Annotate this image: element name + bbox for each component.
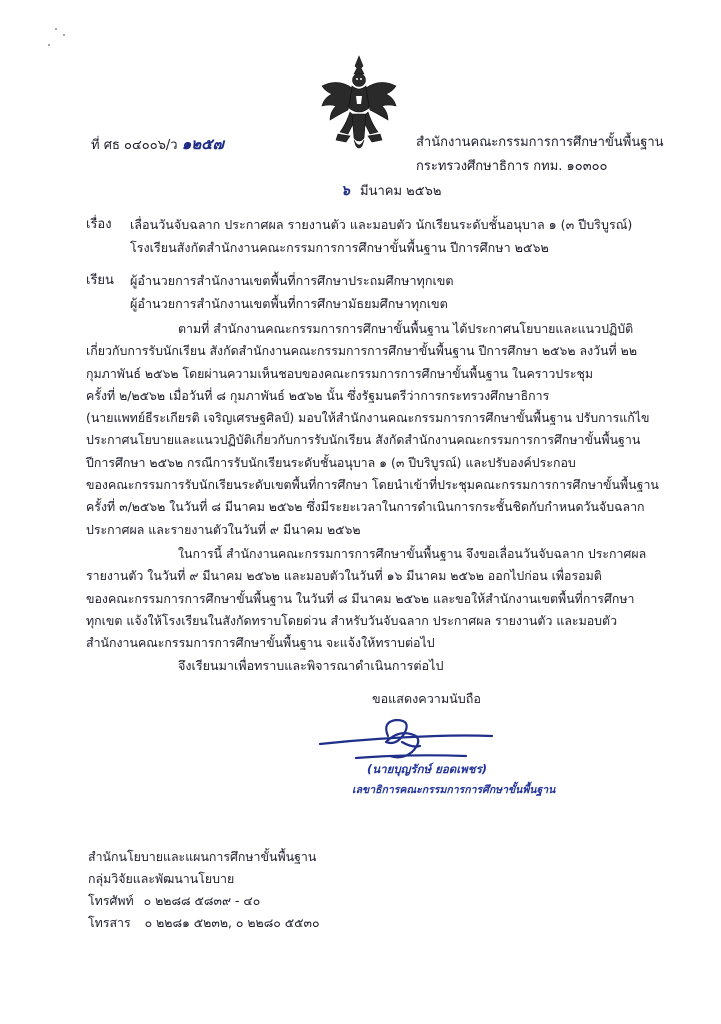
paragraph-line: ตามที่ สำนักงานคณะกรรมการการศึกษาขั้นพื้นฐาน ได้ประกาศนโยบายและแนวปฏิบัติ [178,321,634,336]
paragraph-line: ของคณะกรรมการการศึกษาขั้นพื้นฐาน ในวันที่ ๘ มีนาคม ๒๕๖๒ และขอให้สำนักงานเขตพื้นที่การศึกษา [86,590,635,606]
signer-name: (นายบุญรักษ์ ยอดเพชร) [367,762,487,776]
fax-number: ๐ ๒๒๘๑ ๕๒๓๒, ๐ ๒๒๘๐ ๕๕๓๐ [144,915,320,930]
paragraph-line: ประกาศนโยบายและแนวปฏิบัติเกี่ยวกับการรับนักเรียน สังกัดสำนักงานคณะกรรมการการศึกษาขั้นพื้นฐาน [86,432,641,448]
date-month-year: มีนาคม ๒๕๖๒ [360,184,442,199]
letter-date [341,183,441,200]
scan-speck [63,34,65,36]
issuing-office-name: สำนักงานคณะกรรมการการศึกษาขั้นพื้นฐาน [416,135,664,150]
garuda-emblem-icon [316,52,402,152]
paragraph-line: สำนักงานคณะกรรมการการศึกษาขั้นพื้นฐาน จะแจ้งให้ทราบต่อไป [86,635,435,651]
scan-speck [55,28,57,30]
paragraph-line: ประกาศผล และรายงานตัวในวันที่ ๙ มีนาคม ๒๕๖๒ [86,521,361,537]
closing-request: จึงเรียนมาเพื่อทราบและพิจารณาดำเนินการต่อไป [178,658,444,673]
footer-group: กลุ่มวิจัยและพัฒนานโยบาย [88,871,235,886]
subject-line-2: โรงเรียนสังกัดสำนักงานคณะกรรมการการศึกษาขั้นพื้นฐาน ปีการศึกษา ๒๕๖๒ [130,240,549,255]
paragraph-line: ครั้งที่ ๓/๒๕๖๒ ในวันที่ ๘ มีนาคม ๒๕๖๒ ซึ่งมีระยะเวลาในการดำเนินการกระชั้นชิดกับกำหนดวันจับฉลาก [86,499,645,515]
paragraph-line: ปีการศึกษา ๒๕๖๒ กรณีการรับนักเรียนระดับชั้นอนุบาล ๑ (๓ ปีบริบูรณ์) และปรับองค์ประกอบ [86,454,576,470]
paragraph-line: ทุกเขต แจ้งให้โรงเรียนในสังกัดทราบโดยด่วน สำหรับวันจับฉลาก ประกาศผล รายงานตัว และมอบตัว [86,612,618,628]
paragraph-line: ครั้งที่ ๒/๒๕๖๒ เมื่อวันที่ ๘ กุมภาพันธ์ ๒๕๖๒ นั้น ซึ่งรัฐมนตรีว่าการกระทรวงศึกษาธิการ [86,387,550,403]
phone-label: โทรศัพท์ [88,893,134,908]
paragraph-line: ในการนี้ สำนักงานคณะกรรมการการศึกษาขั้นพื้นฐาน จึงขอเลื่อนวันจับฉลาก ประกาศผล [178,546,647,561]
paragraph-line: รายงานตัว ในวันที่ ๙ มีนาคม ๒๕๖๒ และมอบตัวในวันที่ ๑๖ มีนาคม ๒๕๖๒ ออกไปก่อน เพื่อรอมติ [86,568,602,584]
paragraph-line: เกี่ยวกับการรับนักเรียน สังกัดสำนักงานคณะกรรมการการศึกษาขั้นพื้นฐาน ปีการศึกษา ๒๕๖๒ ลงวันที่ ๒๒ [86,343,637,359]
subject-line-1: เลื่อนวันจับฉลาก ประกาศผล รายงานตัว และมอบตัว นักเรียนระดับชั้นอนุบาล ๑ (๓ ปีบริบูรณ์) [130,217,633,232]
issuing-office-address: กระทรวงศึกษาธิการ กทม. ๑๐๓๐๐ [416,159,608,174]
recipient-label: เรียน [86,273,114,288]
recipient-line-2: ผู้อำนวยการสำนักงานเขตพื้นที่การศึกษามัธยมศึกษาทุกเขต [130,296,448,311]
phone-number: ๐ ๒๒๘๘ ๕๘๓๙ - ๔๐ [143,893,261,908]
footer-phone [88,890,320,912]
reference-number: ๑๒๕๗ [181,135,224,153]
closing-salutation: ขอแสดงความนับถือ [372,691,481,706]
footer-fax [88,912,320,934]
paragraph-line: ของคณะกรรมการรับนักเรียนระดับเขตพื้นที่การศึกษา โดยนำเข้าที่ประชุมคณะกรรมการการศึกษาขั้นพื้นฐาน [86,477,659,493]
recipient-line-1: ผู้อำนวยการสำนักงานเขตพื้นที่การศึกษาประถมศึกษาทุกเขต [130,273,454,288]
body-paragraph-2 [86,543,662,654]
scan-speck [48,44,50,46]
signer-title: เลขาธิการคณะกรรมการการศึกษาขั้นพื้นฐาน [352,784,556,796]
paragraph-line: (นายแพทย์ธีระเกียรติ เจริญเศรษฐศิลป์) มอบให้สำนักงานคณะกรรมการการศึกษาขั้นพื้นฐาน ปรับการแก้ไข [86,410,650,426]
document-reference [91,136,224,154]
subject-label: เรื่อง [86,217,112,232]
date-day: ๖ [341,183,350,199]
body-paragraph-1 [86,318,662,541]
reference-prefix: ที่ ศธ ๐๔๐๐๖/ว [91,138,178,153]
footer-office: สำนักนโยบายและแผนการศึกษาขั้นพื้นฐาน [88,849,317,864]
footer-contact-block [88,846,320,934]
paragraph-line: กุมภาพันธ์ ๒๕๖๒ โดยผ่านความเห็นชอบของคณะกรรมการการศึกษาขั้นพื้นฐาน ในคราวประชุม [86,365,594,381]
fax-label: โทรสาร [88,915,131,930]
